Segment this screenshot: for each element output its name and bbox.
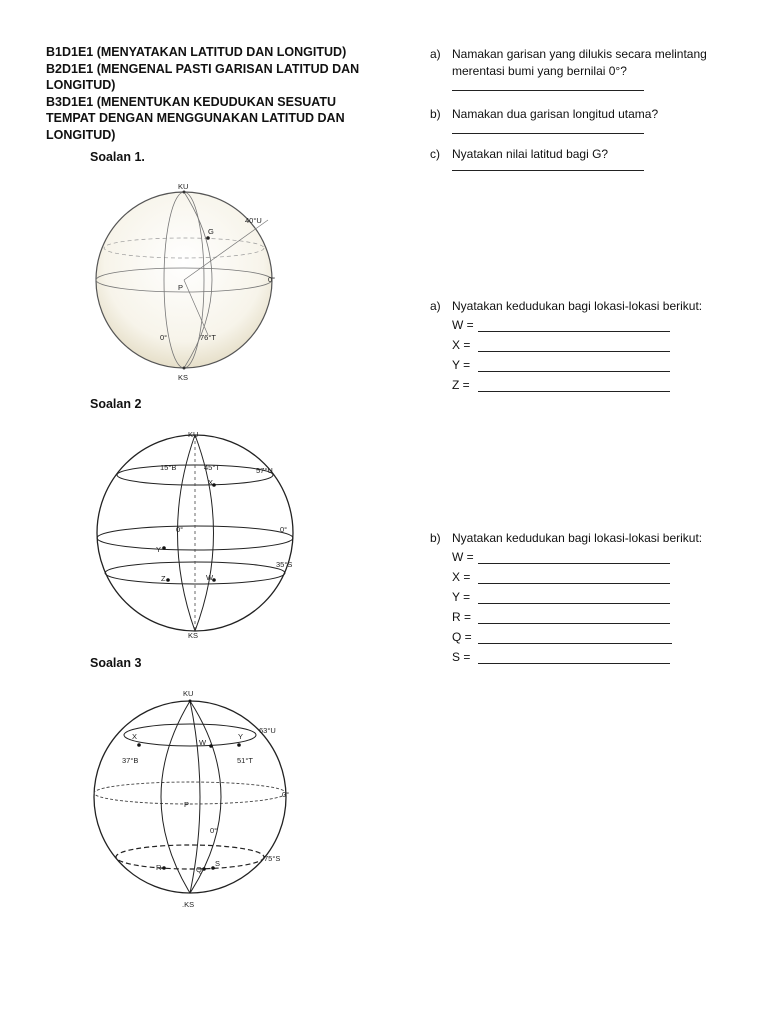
globe-1-eq: 0° (268, 275, 276, 284)
answer-line[interactable] (478, 551, 670, 564)
question-3b-letter: b) (430, 531, 441, 545)
answer-row-2-w[interactable] (452, 318, 670, 335)
answer-line-1c[interactable] (452, 170, 644, 171)
soalan-2-label: Soalan 2 (90, 397, 142, 411)
globe-2-diagram (94, 428, 306, 640)
globe-3-point-w (209, 744, 213, 748)
answer-row-2-z[interactable] (452, 378, 670, 395)
question-3b-text: Nyatakan kedudukan bagi lokasi-lokasi berikut: (452, 531, 703, 545)
globe-3-p: P (184, 800, 190, 809)
answer-label: X = (452, 570, 471, 584)
answer-label: Y = (452, 358, 471, 372)
globe-3-x: X (132, 732, 138, 741)
globe-2-lat35: 35°S (276, 560, 293, 569)
globe-2-lon15: 15°B (160, 463, 177, 472)
globe-3-ks: .KS (182, 900, 195, 909)
question-1b-letter: b) (430, 107, 441, 121)
answer-line[interactable] (478, 591, 670, 604)
globe-3-y: Y (238, 732, 244, 741)
globe-2-z: Z (161, 574, 166, 583)
globe-3-point-q (202, 867, 206, 871)
answer-label: W = (452, 550, 474, 564)
answer-row-3-w[interactable] (452, 550, 670, 567)
heading (46, 44, 366, 143)
answer-line-1a[interactable] (452, 90, 644, 91)
globe-3-eq: 0° (282, 790, 290, 799)
globe-2-ks: KS (188, 631, 199, 640)
answer-row-3-y[interactable] (452, 590, 670, 607)
globe-3-point-r (162, 866, 166, 870)
question-2a-letter: a) (430, 299, 441, 313)
globe-3-point-x (137, 743, 141, 747)
answer-row-2-x[interactable] (452, 338, 670, 355)
soalan-3-label: Soalan 3 (90, 656, 142, 670)
globe-1-g: G (208, 227, 214, 236)
globe-3-meridian-37b (161, 701, 190, 893)
answer-label: X = (452, 338, 471, 352)
globe-3-latitude-75 (116, 845, 264, 869)
globe-3-point-y (237, 743, 241, 747)
answer-line[interactable] (478, 651, 670, 664)
globe-2-ku: KU (188, 430, 199, 439)
globe-3-ku: KU (183, 689, 194, 698)
heading-line-3: B3D1E1 (MENENTUKAN KEDUDUKAN SESUATU TEMPAT DENGAN MENGGUNAKAN LATITUD DAN LONGITUD) (46, 94, 345, 142)
globe-3-latitude-63 (124, 724, 256, 746)
globe-2-w: W (206, 573, 214, 582)
globe-3-lon0: 0° (210, 826, 218, 835)
globe-1-diagram (90, 180, 290, 385)
answer-label: Q = (452, 630, 472, 644)
answer-line[interactable] (478, 379, 670, 392)
globe-3-outline (94, 701, 286, 893)
heading-line-1: B1D1E1 (MENYATAKAN LATITUD DAN LONGITUD) (46, 45, 347, 59)
globe-3-lon37: 37°B (122, 756, 139, 765)
globe-2-y: Y (156, 545, 162, 554)
answer-line-1b[interactable] (452, 133, 644, 134)
question-1c-letter: c) (430, 147, 440, 161)
globe-3-w: W (199, 738, 207, 747)
globe-2-x: X (208, 478, 214, 487)
answer-label: Z = (452, 378, 470, 392)
globe-1-p: P (178, 283, 184, 292)
globe-3-r: R (156, 863, 162, 872)
question-1a-text: Namakan garisan yang dilukis secara melintang merentasi bumi yang bernilai 0°? (452, 47, 707, 78)
globe-1-ks: KS (178, 373, 189, 382)
question-2a-text: Nyatakan kedudukan bagi lokasi-lokasi berikut: (452, 299, 703, 313)
soalan-1-label: Soalan 1. (90, 150, 145, 164)
globe-2-lon45: 45°T (204, 463, 220, 472)
answer-row-2-y[interactable] (452, 358, 670, 375)
answer-row-3-r[interactable] (452, 610, 670, 627)
answer-label: Y = (452, 590, 471, 604)
answer-row-3-q[interactable] (452, 630, 672, 647)
globe-2-point-y (162, 546, 166, 550)
answer-line[interactable] (478, 611, 670, 624)
heading-line-2: B2D1E1 (MENGENAL PASTI GARISAN LATITUD DAN LONGITUD) (46, 61, 360, 92)
answer-line[interactable] (478, 359, 670, 372)
answer-line[interactable] (478, 319, 670, 332)
question-1c-text: Nyatakan nilai latitud bagi G? (452, 147, 609, 161)
globe-3-s: S (215, 859, 221, 868)
globe-2-point-z (166, 578, 170, 582)
globe-3-lat75: 75°S (264, 854, 281, 863)
question-1b-text: Namakan dua garisan longitud utama? (452, 107, 659, 121)
globe-1-lon0: 0° (160, 333, 168, 342)
globe-1-lat40: 40°U (245, 216, 262, 225)
globe-3-q: Q (196, 865, 202, 874)
answer-row-3-x[interactable] (452, 570, 670, 587)
globe-3-lon51: 51°T (237, 756, 253, 765)
answer-row-3-s[interactable] (452, 650, 670, 667)
globe-1-ku: KU (178, 182, 189, 191)
globe-3-equator (94, 782, 286, 804)
globe-3-lat63: 63°U (259, 726, 276, 735)
answer-label: W = (452, 318, 474, 332)
globe-1-lon76: 76°T (200, 333, 216, 342)
globe-2-lat57: 57°U (256, 466, 273, 475)
answer-line[interactable] (478, 631, 672, 644)
answer-label: S = (452, 650, 471, 664)
globe-2-eq: 0° (280, 525, 288, 534)
answer-line[interactable] (478, 339, 670, 352)
answer-label: R = (452, 610, 472, 624)
globe-2-lon0: 0° (176, 525, 184, 534)
question-1a-letter: a) (430, 47, 441, 61)
globe-3-diagram (92, 685, 302, 910)
globe-1-point-g (206, 236, 210, 240)
answer-line[interactable] (478, 571, 670, 584)
